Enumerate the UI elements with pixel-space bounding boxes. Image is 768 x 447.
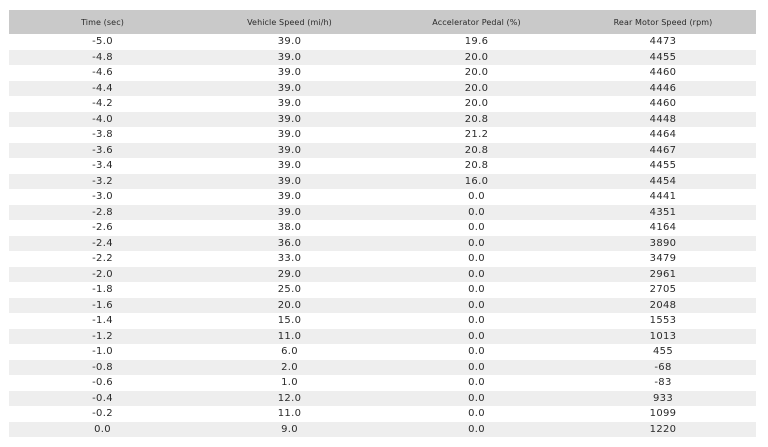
cell-vehicle-speed: 39.0 (196, 143, 383, 159)
table-row (9, 422, 756, 438)
cell-time: -2.6 (9, 220, 196, 236)
table-header (9, 10, 756, 34)
table-row (9, 174, 756, 190)
cell-vehicle-speed: 39.0 (196, 158, 383, 174)
cell-vehicle-speed: 15.0 (196, 313, 383, 329)
cell-accelerator-pedal: 0.0 (383, 313, 570, 329)
cell-rear-motor-speed: 4454 (570, 174, 756, 190)
cell-time: -5.0 (9, 34, 196, 50)
cell-rear-motor-speed: 933 (570, 391, 756, 407)
header-row (9, 10, 756, 34)
cell-vehicle-speed: 11.0 (196, 406, 383, 422)
table-row (9, 158, 756, 174)
cell-rear-motor-speed: 4467 (570, 143, 756, 159)
cell-vehicle-speed: 38.0 (196, 220, 383, 236)
cell-vehicle-speed: 39.0 (196, 112, 383, 128)
table-row (9, 112, 756, 128)
table-row (9, 143, 756, 159)
cell-rear-motor-speed: -83 (570, 375, 756, 391)
cell-rear-motor-speed: 1220 (570, 422, 756, 438)
cell-time: -0.2 (9, 406, 196, 422)
cell-vehicle-speed: 39.0 (196, 205, 383, 221)
cell-accelerator-pedal: 20.8 (383, 112, 570, 128)
cell-vehicle-speed: 39.0 (196, 189, 383, 205)
cell-rear-motor-speed: 2705 (570, 282, 756, 298)
column-header-rear-motor-speed: Rear Motor Speed (rpm) (570, 10, 756, 34)
table-row (9, 34, 756, 50)
cell-rear-motor-speed: 1013 (570, 329, 756, 345)
cell-rear-motor-speed: 4351 (570, 205, 756, 221)
cell-rear-motor-speed: 4460 (570, 96, 756, 112)
cell-vehicle-speed: 12.0 (196, 391, 383, 407)
cell-time: -4.2 (9, 96, 196, 112)
cell-time: -2.8 (9, 205, 196, 221)
cell-time: -2.0 (9, 267, 196, 283)
cell-time: -1.8 (9, 282, 196, 298)
cell-accelerator-pedal: 0.0 (383, 205, 570, 221)
cell-accelerator-pedal: 0.0 (383, 391, 570, 407)
cell-vehicle-speed: 39.0 (196, 50, 383, 66)
cell-rear-motor-speed: 4464 (570, 127, 756, 143)
cell-vehicle-speed: 39.0 (196, 34, 383, 50)
table-row (9, 50, 756, 66)
cell-rear-motor-speed: 4473 (570, 34, 756, 50)
table-row (9, 344, 756, 360)
cell-time: -1.4 (9, 313, 196, 329)
cell-vehicle-speed: 9.0 (196, 422, 383, 438)
cell-vehicle-speed: 11.0 (196, 329, 383, 345)
table-row (9, 96, 756, 112)
cell-vehicle-speed: 1.0 (196, 375, 383, 391)
cell-accelerator-pedal: 20.8 (383, 158, 570, 174)
cell-time: -3.0 (9, 189, 196, 205)
cell-vehicle-speed: 36.0 (196, 236, 383, 252)
cell-accelerator-pedal: 16.0 (383, 174, 570, 190)
data-table-container (9, 10, 756, 437)
cell-vehicle-speed: 39.0 (196, 96, 383, 112)
table-row (9, 282, 756, 298)
table-row (9, 251, 756, 267)
cell-accelerator-pedal: 0.0 (383, 360, 570, 376)
cell-accelerator-pedal: 21.2 (383, 127, 570, 143)
cell-time: -2.4 (9, 236, 196, 252)
cell-time: -4.8 (9, 50, 196, 66)
cell-vehicle-speed: 39.0 (196, 174, 383, 190)
cell-accelerator-pedal: 0.0 (383, 375, 570, 391)
cell-time: -1.0 (9, 344, 196, 360)
cell-accelerator-pedal: 0.0 (383, 329, 570, 345)
cell-rear-motor-speed: 2048 (570, 298, 756, 314)
cell-time: -2.2 (9, 251, 196, 267)
cell-time: -3.2 (9, 174, 196, 190)
table-row (9, 220, 756, 236)
cell-accelerator-pedal: 0.0 (383, 267, 570, 283)
table-row (9, 360, 756, 376)
cell-vehicle-speed: 6.0 (196, 344, 383, 360)
data-table (9, 10, 756, 437)
table-row (9, 205, 756, 221)
cell-rear-motor-speed: -68 (570, 360, 756, 376)
table-row (9, 298, 756, 314)
cell-rear-motor-speed: 4164 (570, 220, 756, 236)
cell-rear-motor-speed: 1553 (570, 313, 756, 329)
table-row (9, 391, 756, 407)
table-row (9, 189, 756, 205)
table-row (9, 329, 756, 345)
cell-rear-motor-speed: 3479 (570, 251, 756, 267)
cell-vehicle-speed: 39.0 (196, 127, 383, 143)
cell-time: -1.6 (9, 298, 196, 314)
cell-accelerator-pedal: 0.0 (383, 344, 570, 360)
column-header-time: Time (sec) (9, 10, 196, 34)
cell-rear-motor-speed: 2961 (570, 267, 756, 283)
cell-accelerator-pedal: 19.6 (383, 34, 570, 50)
cell-time: -3.4 (9, 158, 196, 174)
table-row (9, 65, 756, 81)
cell-accelerator-pedal: 20.0 (383, 65, 570, 81)
cell-accelerator-pedal: 20.0 (383, 96, 570, 112)
column-header-vehicle-speed: Vehicle Speed (mi/h) (196, 10, 383, 34)
cell-accelerator-pedal: 0.0 (383, 422, 570, 438)
cell-time: -4.4 (9, 81, 196, 97)
table-row (9, 267, 756, 283)
cell-accelerator-pedal: 0.0 (383, 251, 570, 267)
cell-time: -0.6 (9, 375, 196, 391)
cell-accelerator-pedal: 0.0 (383, 282, 570, 298)
cell-time: -0.8 (9, 360, 196, 376)
table-row (9, 127, 756, 143)
column-header-accelerator-pedal: Accelerator Pedal (%) (383, 10, 570, 34)
table-row (9, 313, 756, 329)
table-row (9, 81, 756, 97)
cell-vehicle-speed: 29.0 (196, 267, 383, 283)
cell-time: -0.4 (9, 391, 196, 407)
cell-rear-motor-speed: 4446 (570, 81, 756, 97)
cell-rear-motor-speed: 4448 (570, 112, 756, 128)
cell-rear-motor-speed: 455 (570, 344, 756, 360)
cell-accelerator-pedal: 0.0 (383, 406, 570, 422)
cell-time: 0.0 (9, 422, 196, 438)
cell-accelerator-pedal: 20.0 (383, 50, 570, 66)
cell-accelerator-pedal: 0.0 (383, 236, 570, 252)
cell-rear-motor-speed: 3890 (570, 236, 756, 252)
cell-time: -1.2 (9, 329, 196, 345)
cell-accelerator-pedal: 0.0 (383, 220, 570, 236)
cell-accelerator-pedal: 20.8 (383, 143, 570, 159)
cell-rear-motor-speed: 4455 (570, 158, 756, 174)
cell-vehicle-speed: 33.0 (196, 251, 383, 267)
cell-vehicle-speed: 39.0 (196, 65, 383, 81)
cell-accelerator-pedal: 20.0 (383, 81, 570, 97)
cell-vehicle-speed: 25.0 (196, 282, 383, 298)
table-row (9, 406, 756, 422)
cell-rear-motor-speed: 1099 (570, 406, 756, 422)
cell-time: -4.0 (9, 112, 196, 128)
cell-time: -4.6 (9, 65, 196, 81)
cell-rear-motor-speed: 4441 (570, 189, 756, 205)
cell-accelerator-pedal: 0.0 (383, 189, 570, 205)
cell-accelerator-pedal: 0.0 (383, 298, 570, 314)
cell-rear-motor-speed: 4455 (570, 50, 756, 66)
cell-vehicle-speed: 2.0 (196, 360, 383, 376)
cell-time: -3.8 (9, 127, 196, 143)
cell-time: -3.6 (9, 143, 196, 159)
table-body (9, 34, 756, 437)
cell-vehicle-speed: 39.0 (196, 81, 383, 97)
cell-vehicle-speed: 20.0 (196, 298, 383, 314)
cell-rear-motor-speed: 4460 (570, 65, 756, 81)
table-row (9, 375, 756, 391)
table-row (9, 236, 756, 252)
